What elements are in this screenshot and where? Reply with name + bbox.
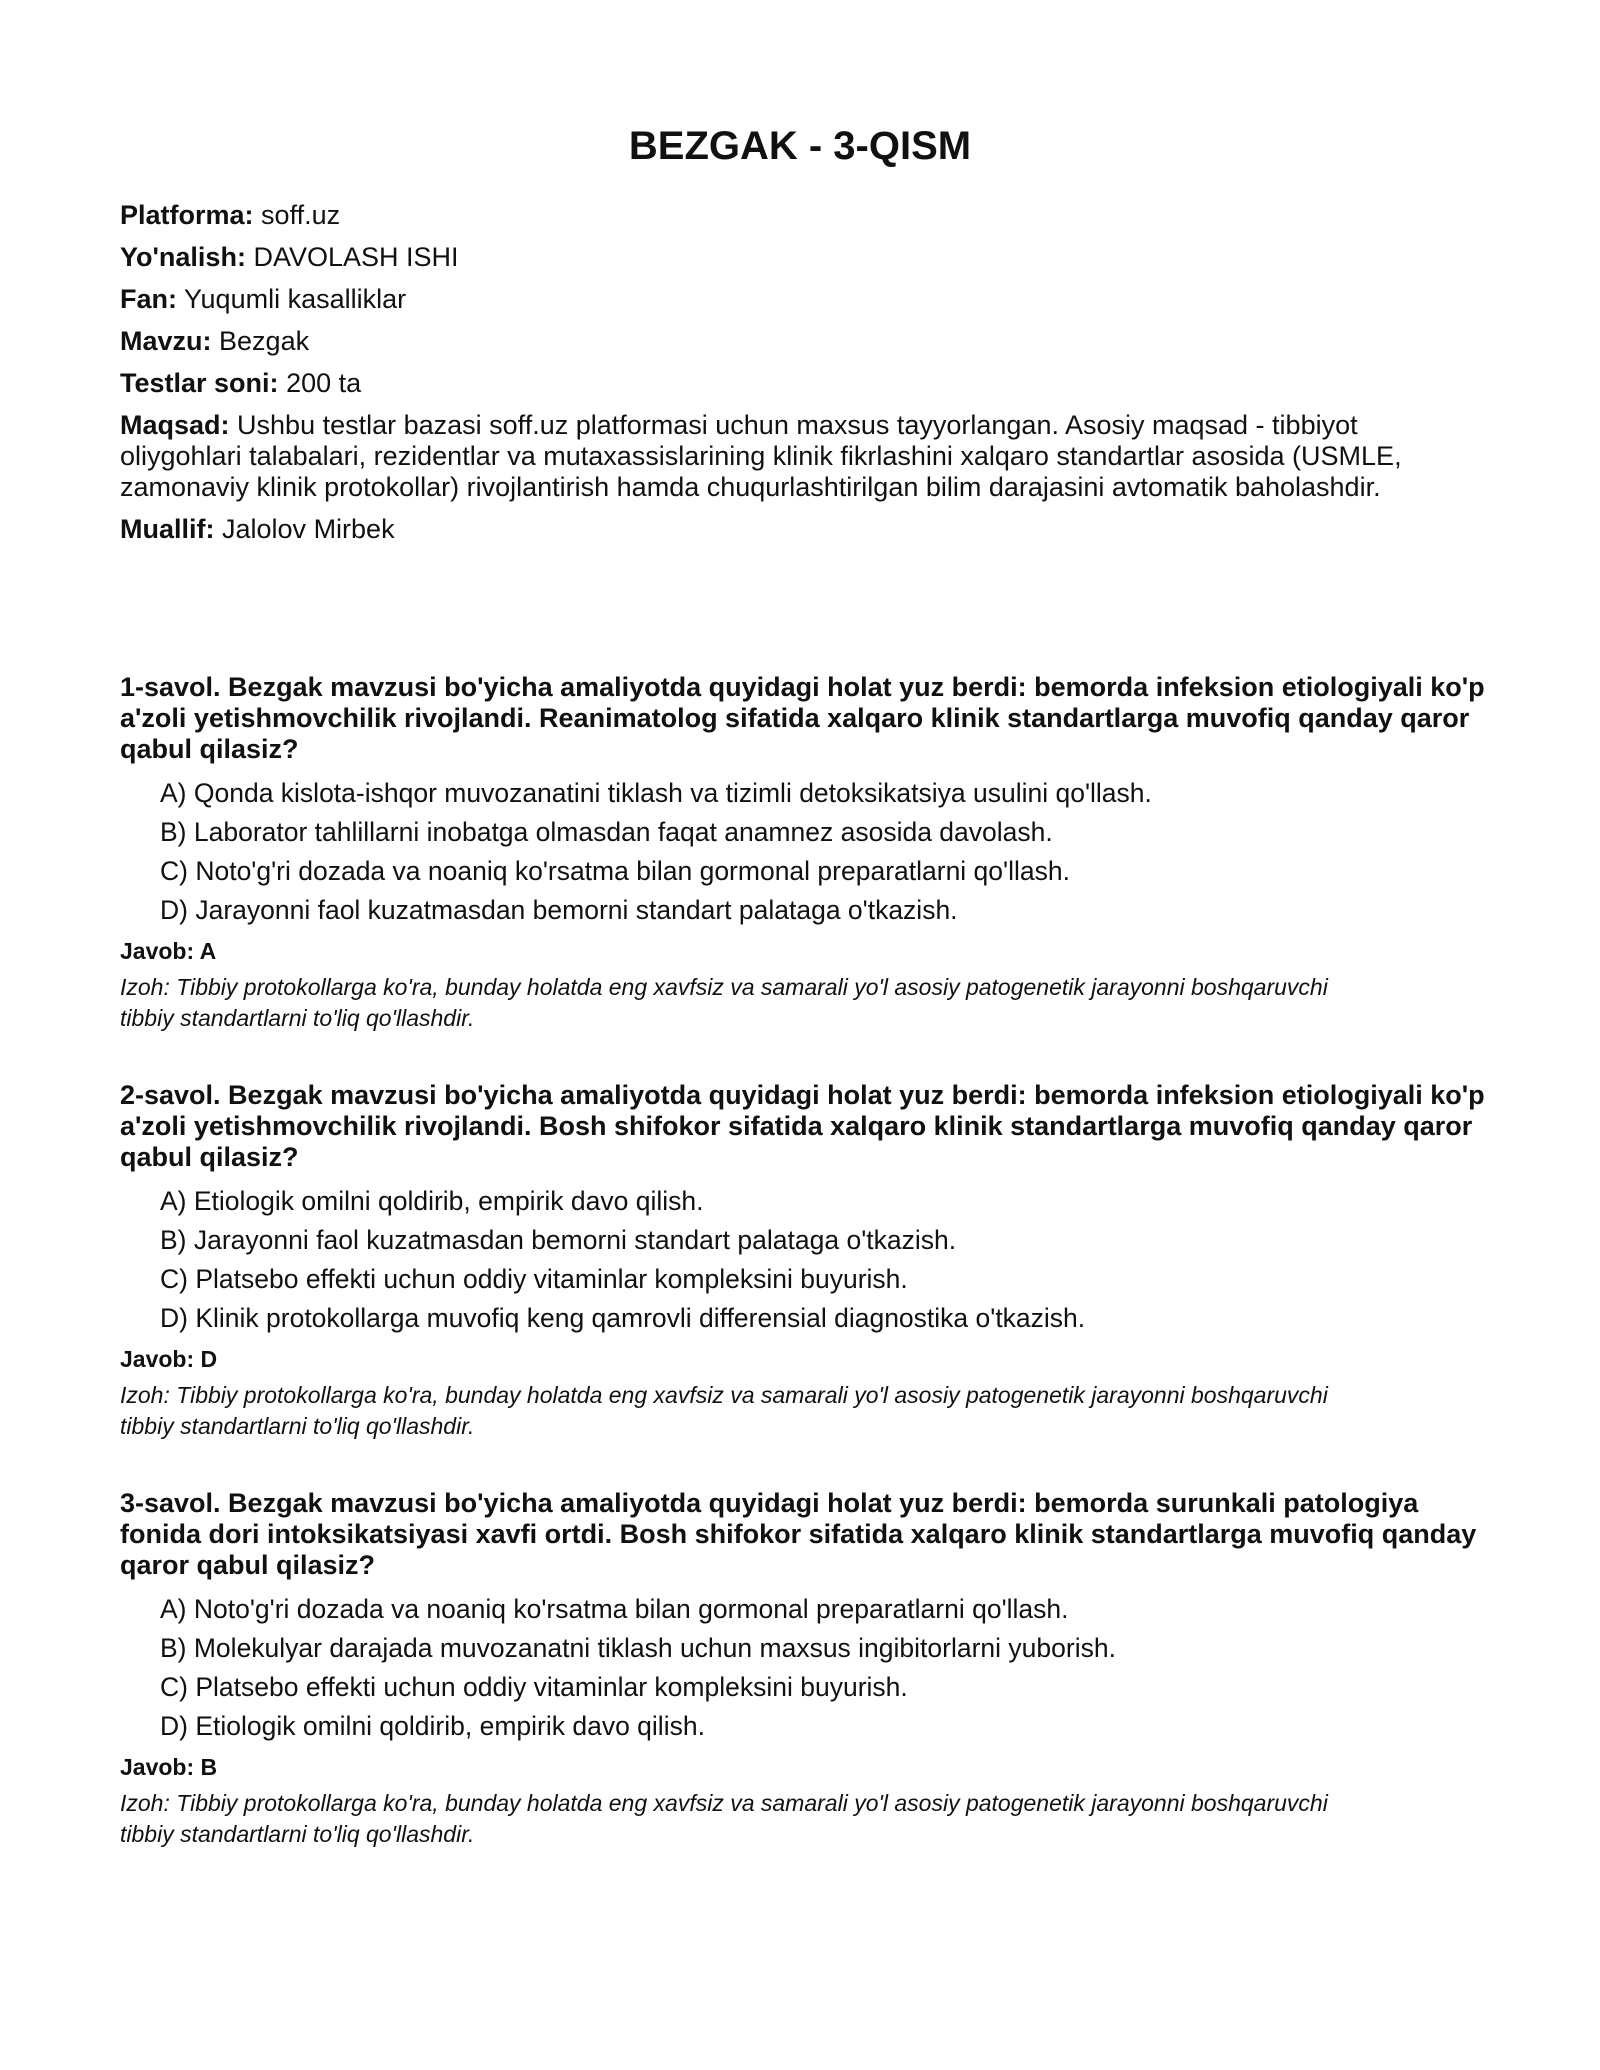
option-c: C) Platsebo effekti uchun oddiy vitaminlar kompleksini buyurish. (160, 1672, 908, 1702)
option-d: D) Klinik protokollarga muvofiq keng qamrovli differensial diagnostika o'tkazish. (160, 1303, 1086, 1333)
meta-test-count (120, 368, 1480, 399)
meta-value: Jalolov Mirbek (222, 514, 395, 544)
question-1 (120, 672, 1490, 1080)
meta-value: soff.uz (261, 200, 341, 230)
meta-label: Yo'nalish: (120, 242, 246, 272)
meta-value: Bezgak (219, 326, 310, 356)
meta-value: Ushbu testlar bazasi soff.uz platformasi uchun maxsus tayyorlangan. Asosiy maqsad - tibbiyot oliygohlari talabalari, rezidentlar va mutaxassislarining klinik fikrlashini xalqaro standartlar asosida (USMLE, zamonaviy klinik protokollar) rivojlantirish hamda chuqurlashtirilgan bilim darajasini avtomatik baholashdir. (120, 410, 1402, 502)
option-c: C) Noto'g'ri dozada va noaniq ko'rsatma bilan gormonal preparatlarni qo'llash. (160, 856, 1070, 886)
answer-options (120, 1590, 1490, 1746)
option-d: D) Jarayonni faol kuzatmasdan bemorni standart palataga o'tkazish. (160, 895, 958, 925)
question-list (120, 672, 1490, 1896)
question-3 (120, 1488, 1490, 1896)
option-d: D) Etiologik omilni qoldirib, empirik davo qilish. (160, 1711, 705, 1741)
meta-topic (120, 326, 1480, 357)
option-c: C) Platsebo effekti uchun oddiy vitaminlar kompleksini buyurish. (160, 1264, 908, 1294)
question-text: 1-savol. Bezgak mavzusi bo'yicha amaliyotda quyidagi holat yuz berdi: bemorda infeksion etiologiyali ko'p a'zoli yetishmovchilik rivojlandi. Reanimatolog sifatida xalqaro klinik standartlarga muvofiq qanday qaror qabul qilasiz? (120, 672, 1485, 764)
meta-purpose (120, 410, 1480, 503)
question-2 (120, 1080, 1490, 1488)
explanation-note: Izoh: Tibbiy protokollarga ko'ra, bunday holatda eng xavfsiz va samarali yo'l asosiy patogenetik jarayonni boshqaruvchi tibbiy standartlarni to'liq qo'llashdir. (120, 1790, 1328, 1847)
explanation-note: Izoh: Tibbiy protokollarga ko'ra, bunday holatda eng xavfsiz va samarali yo'l asosiy patogenetik jarayonni boshqaruvchi tibbiy standartlarni to'liq qo'llashdir. (120, 1382, 1328, 1439)
meta-value: Yuqumli kasalliklar (184, 284, 407, 314)
meta-label: Maqsad: (120, 410, 230, 440)
document-title: BEZGAK - 3-QISM (628, 124, 972, 168)
answer-options (120, 1182, 1490, 1338)
meta-value: DAVOLASH ISHI (253, 242, 459, 272)
option-a: A) Qonda kislota-ishqor muvozanatini tiklash va tizimli detoksikatsiya usulini qo'llash. (160, 778, 1152, 808)
meta-label: Platforma: (120, 200, 254, 230)
option-b: B) Jarayonni faol kuzatmasdan bemorni standart palataga o'tkazish. (160, 1225, 957, 1255)
correct-answer: Javob: D (120, 1346, 218, 1372)
meta-direction (120, 242, 1480, 273)
option-a: A) Noto'g'ri dozada va noaniq ko'rsatma bilan gormonal preparatlarni qo'llash. (160, 1594, 1069, 1624)
meta-value: 200 ta (286, 368, 362, 398)
meta-author (120, 514, 1480, 545)
correct-answer: Javob: B (120, 1754, 218, 1780)
meta-subject (120, 284, 1480, 315)
explanation-note: Izoh: Tibbiy protokollarga ko'ra, bunday holatda eng xavfsiz va samarali yo'l asosiy patogenetik jarayonni boshqaruvchi tibbiy standartlarni to'liq qo'llashdir. (120, 974, 1328, 1031)
metadata-block (120, 200, 1480, 556)
meta-label: Mavzu: (120, 326, 212, 356)
question-text: 2-savol. Bezgak mavzusi bo'yicha amaliyotda quyidagi holat yuz berdi: bemorda infeksion etiologiyali ko'p a'zoli yetishmovchilik rivojlandi. Bosh shifokor sifatida xalqaro klinik standartlarga muvofiq qanday qaror qabul qilasiz? (120, 1080, 1485, 1172)
meta-label: Testlar soni: (120, 368, 279, 398)
correct-answer: Javob: A (120, 938, 217, 964)
meta-label: Fan: (120, 284, 177, 314)
meta-label: Muallif: (120, 514, 215, 544)
meta-platform (120, 200, 1480, 231)
option-b: B) Molekulyar darajada muvozanatni tiklash uchun maxsus ingibitorlarni yuborish. (160, 1633, 1116, 1663)
option-a: A) Etiologik omilni qoldirib, empirik davo qilish. (160, 1186, 704, 1216)
answer-options (120, 774, 1490, 930)
option-b: B) Laborator tahlillarni inobatga olmasdan faqat anamnez asosida davolash. (160, 817, 1053, 847)
question-text: 3-savol. Bezgak mavzusi bo'yicha amaliyotda quyidagi holat yuz berdi: bemorda surunkali patologiya fonida dori intoksikatsiyasi xavfi ortdi. Bosh shifokor sifatida xalqaro klinik standartlarga muvofiq qanday qaror qabul qilasiz? (120, 1488, 1477, 1580)
